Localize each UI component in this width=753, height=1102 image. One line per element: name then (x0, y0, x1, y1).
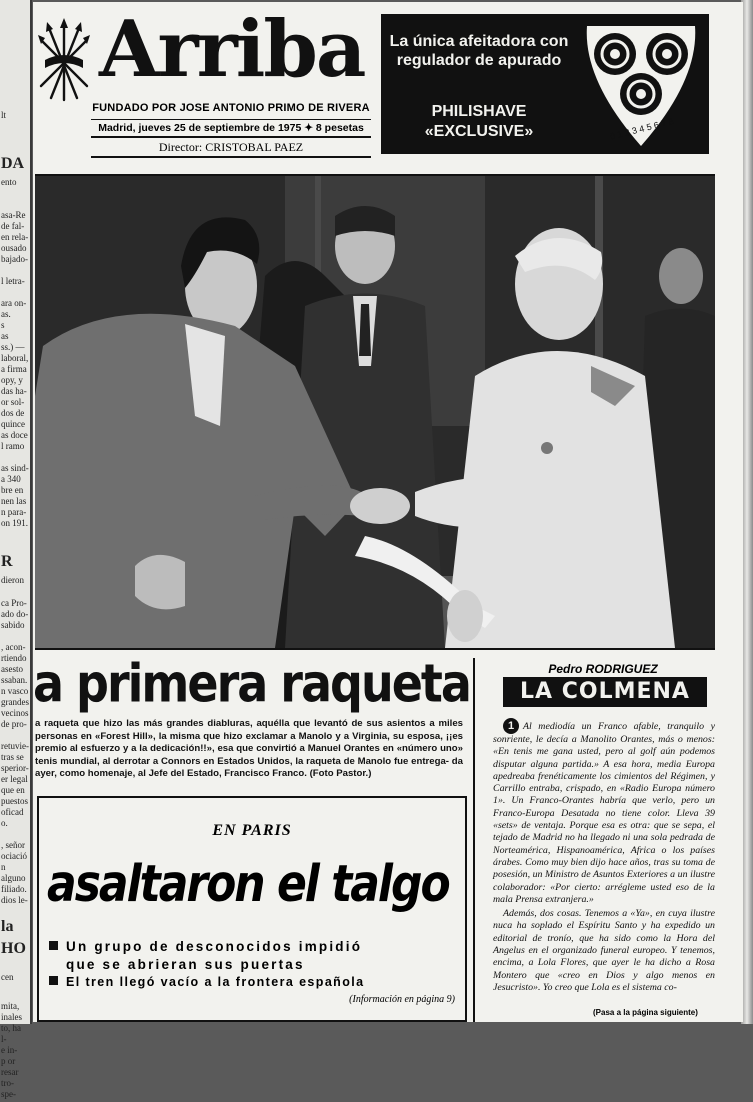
column-title: LA COLMENA (503, 677, 707, 707)
prev-fragment: DA (1, 155, 25, 172)
masthead-founded: FUNDADO POR JOSE ANTONIO PRIMO DE RIVERA (92, 102, 370, 114)
talgo-story-box (37, 796, 467, 1022)
lead-photo (35, 174, 715, 650)
column-paragraph: Además, dos cosas. Tenemos a «Ya», en cuya ilustre nuca ha soplado el Espíritu Santo y ha expedido un editorial de tronío, que ha sido como la Hora del Angelus en el organizado funeral europeo. Y tenemos, encima, a Lola Flores, que ayer le ha dicho a Rosa Montero que «creo en Dios y algo menos en Jesucristo». Yo creo que Lola es el sistema co- (493, 908, 715, 993)
talgo-bullet-text: El tren llegó vacío a la frontera española (66, 975, 365, 989)
talgo-bullet-text: Un grupo de desconocidos impidió (66, 939, 363, 954)
philishave-ad (381, 14, 709, 154)
column-number-badge: 1 (503, 718, 519, 734)
talgo-bullet (49, 938, 449, 955)
column-paragraph: Al mediodía un Franco afable, tranquilo y sonriente, le decía a Manolito Orantes, más o menos: «En tenis me gana usted, pero al golf aún podemos disputar alguna partida.» A esa hora, media Europa apedreaba frenéticamente los cimientos del Régimen, y Carrillo entraba, crispado, en «Radio Europa número 1». Un Franco-Orantes habría que verlo, pero un Franco-Europa Desatada no tiene color. Lleva 39 «sets» de ventaja. Porque esa es otra: que se sepa, el tejado de Madrid no ha llegado ni una sola pedrada de Norteamérica, Hispanoamérica, Africa o los países árabes. Como muy bien dijo hace años, tras su toma de posesión, un Ministro de Asuntos Exteriores a un ilustre colaborador: «Por cierto: arrégleme usted eso de la mala Prensa extranjera.» (493, 721, 715, 905)
talgo-bullet (49, 974, 449, 991)
lead-caption: a raqueta que hizo las más grandes diabluras, aquélla que levantó de sus asientos a miles personas en «Forest Hill», la misma que hizo exclamar a Manolo y a Virginia, su esposa, ¡¡es premio al esfuerzo y a la dedicación!!», esa que convirtió a Manuel Orantes en «número uno» tenis mundial, al derrotar a Connors en Estados Unidos, la raqueta de Manolo fue entrega- da ayer, como homenaje, al Jefe del Estado, Francisco Franco. (Foto Pastor.) (35, 718, 463, 780)
bullet-square-icon (49, 976, 58, 985)
talgo-bullet-cont (49, 956, 466, 973)
previous-page-strip (0, 0, 32, 1099)
prev-fragment: HO (1, 940, 26, 957)
prev-fragment: ca Pro- ado do- sabido , acon- rtiendo asesto ssaban. n vasco grandes vecinos de pro- retuvie- tras se sperior- er legal que en puestos oficado. , señor ociación alguno filiado. dios le- (1, 598, 29, 905)
prev-fragment: lt (1, 110, 7, 120)
ad-brand: PHILISHAVE «EXCLUSIVE» (424, 103, 534, 140)
talgo-headline: asaltaron el talgo (47, 855, 449, 914)
column-continued: (Pasa a la página siguiente) (593, 1008, 698, 1017)
shaver-head-icon (579, 20, 703, 148)
lead-headline: a primera raqueta (33, 652, 470, 715)
prev-fragment: dieron (1, 575, 24, 585)
masthead-dateline: Madrid, jueves 25 de septiembre de 1975 ✦ 8 pesetas (91, 119, 371, 135)
prev-fragment: ento (1, 177, 17, 187)
masthead-title: Arriba (99, 4, 365, 95)
prev-fragment: la (1, 918, 14, 935)
prev-fragment: asa-Re de fal- en rela- ousado bajado- l letra- ara on- as. s as ss.) — laboral, a firma opy, y das ha- or sol- dos de quince as doce l ramo as sind- a 340 bre en nen las n para- on 191. (1, 210, 29, 528)
column-divider (473, 658, 475, 1022)
yoke-and-arrows-icon (37, 16, 91, 106)
talgo-info-ref: (Información en página 9) (349, 994, 455, 1005)
talgo-kicker: EN PARIS (212, 822, 292, 839)
column-body (493, 718, 715, 996)
bullet-square-icon (49, 941, 58, 950)
masthead-director: Director: CRISTOBAL PAEZ (91, 136, 371, 158)
prev-fragment: R (1, 553, 13, 570)
prev-fragment: mita, inales to, ha l- e in- p or resar tro- spe- (1, 1001, 22, 1099)
prev-fragment: cen (1, 972, 14, 982)
newspaper-page (33, 2, 743, 1022)
talgo-bullet-text: que se abrieran sus puertas (66, 957, 305, 972)
ad-tagline: La única afeitadora con regulador de apurado (389, 33, 569, 69)
column-byline: Pedro RODRIGUEZ (548, 662, 658, 676)
ad-dial-numbers: 0 1 2 3 4 5 6 7 8 (608, 116, 675, 142)
